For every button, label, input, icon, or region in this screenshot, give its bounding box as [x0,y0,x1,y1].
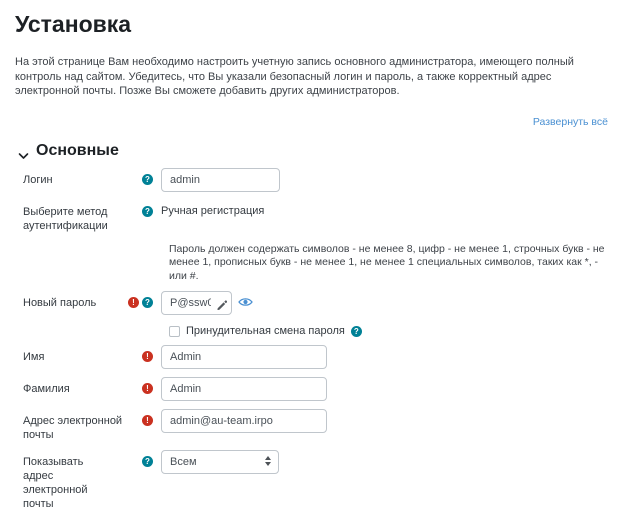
unmask-password-eye-icon[interactable] [238,296,253,311]
page-title: Установка [15,11,608,38]
new-password-label: Новый пароль [23,296,96,310]
intro-text: На этой странице Вам необходимо настроить учетную запись основного администратора, имеющего полный контроль над сайтом. Убедитесь, что Вы указали безопасный логин и пароль, а также корректный адрес электронной почты. Позже Вы сможете добавить других администраторов. [15,55,608,99]
form-row-force-password-change [169,325,608,337]
chevron-down-icon[interactable] [18,147,29,155]
help-icon[interactable]: ? [142,456,153,467]
last-name-input[interactable] [161,377,327,401]
help-icon[interactable]: ? [351,326,362,337]
form-row-auth-method [23,200,608,233]
email-label: Адрес электронной почты [23,414,141,442]
required-icon: ! [142,415,153,426]
required-icon: ! [128,297,139,308]
first-name-input[interactable] [161,345,327,369]
help-icon[interactable]: ? [142,174,153,185]
section-title: Основные [36,142,119,160]
help-icon[interactable]: ? [142,297,153,308]
force-password-change-checkbox[interactable] [169,326,180,337]
email-visibility-label: Показывать адрес электронной почты [23,455,115,511]
form-row-first-name [23,345,608,369]
first-name-label: Имя [23,350,44,364]
password-policy-hint: Пароль должен содержать символов - не менее 8, цифр - не менее 1, строчных букв - не менее 1, прописных букв - не менее 1, не менее 1 специальных символов, таких как *, - или #. [169,243,608,284]
login-label: Логин [23,173,53,187]
last-name-label: Фамилия [23,382,70,396]
expand-all-row [15,112,608,130]
section-header-general[interactable] [18,142,608,160]
form-row-new-password [23,291,608,315]
auth-method-value: Ручная регистрация [161,200,264,217]
form-row-last-name [23,377,608,401]
login-input[interactable] [161,168,280,192]
expand-all-link[interactable]: Развернуть всё [533,116,608,128]
admin-account-form [15,168,608,511]
required-icon: ! [142,383,153,394]
form-row-email-visibility [23,450,608,511]
help-icon[interactable]: ? [142,206,153,217]
force-password-change-label: Принудительная смена пароля [186,325,345,337]
required-icon: ! [142,351,153,362]
form-row-login [23,168,608,192]
new-password-input[interactable] [161,291,232,315]
email-input[interactable] [161,409,327,433]
auth-method-label: Выберите метод аутентификации [23,205,115,233]
email-visibility-select[interactable] [161,450,279,474]
